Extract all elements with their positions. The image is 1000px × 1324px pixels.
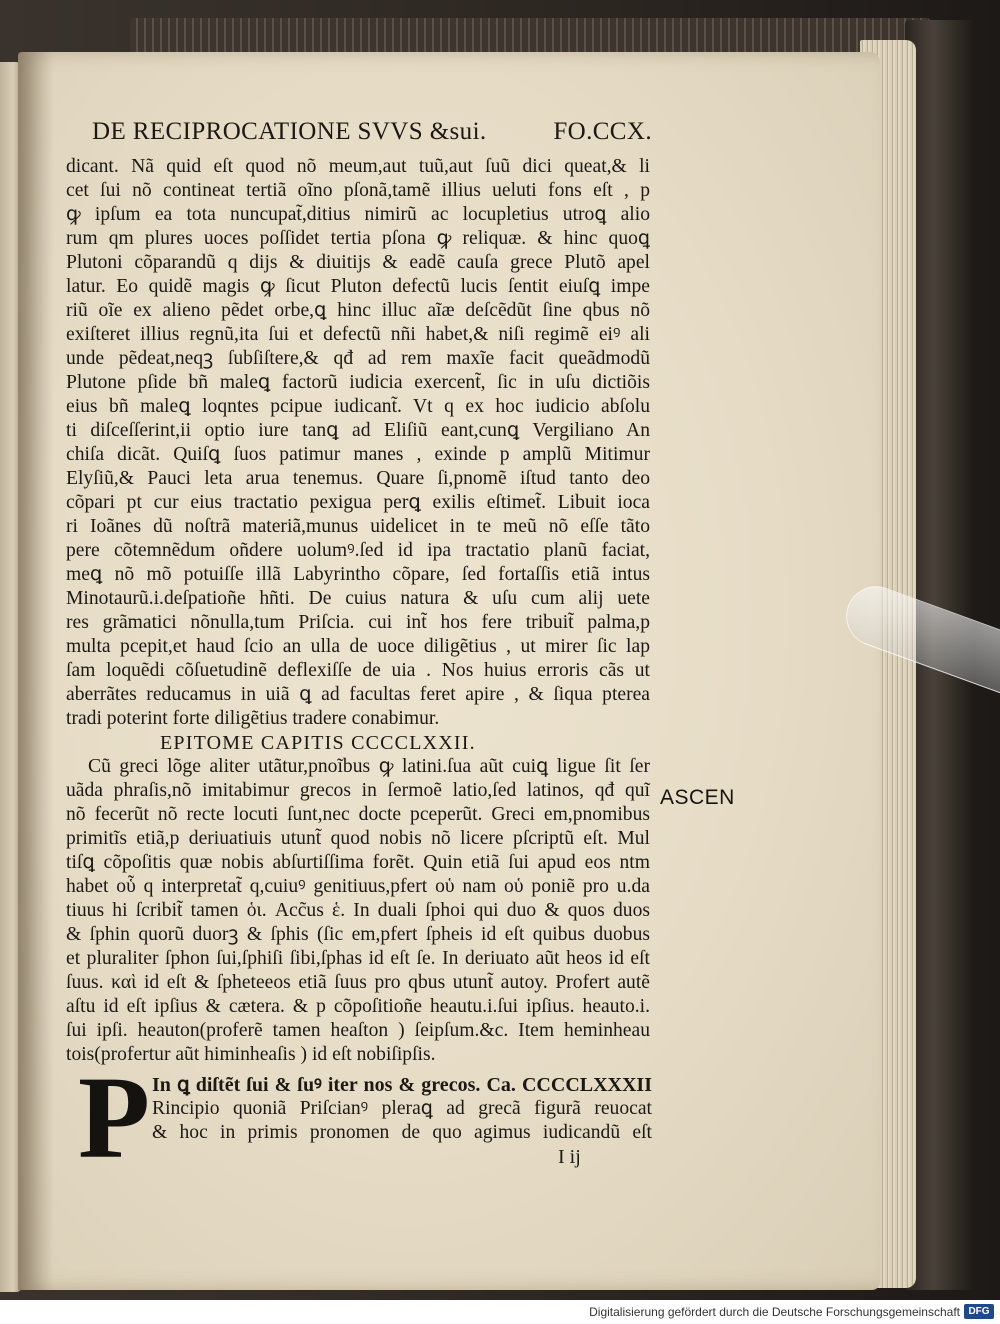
text-line: ꝙ ipſum ea tota nuncupat̃,ditius nimirũ ac locupletius utroꝗ alio: [66, 204, 650, 225]
epitome-line: Cũ greci lõge aliter utãtur,pnoĩbus ꝙ latini.ſua aũt cuiꝗ ligue ſit ſer: [88, 756, 650, 777]
text-line: res grãmatici nõnulla,tum Priſcia. cui int̃ hos fere tribuit̃ palma,p: [66, 612, 650, 633]
text-line: riũ oĩe ex alieno pẽdet orbe,ꝗ hinc illuc aĩæ deſcẽdũt ſine qbus nõ: [66, 300, 650, 321]
epitome-line: tois(profertur aũt himinheaſis ) id eſt nobiſipſis.: [66, 1044, 436, 1065]
text-line: latur. Eo quidẽ magis ꝙ ſicut Pluton defectũ lucis ſentit eiuſꝗ impe: [66, 276, 650, 297]
book-spine-top: [130, 18, 930, 56]
footer-bar: [0, 1300, 1000, 1324]
epitome-line: ſui ipſi. heauton(proferẽ tamen heaſton ) ſeipſum.&c. Item heminheau: [66, 1020, 650, 1041]
text-line: pere cõtemnẽdum oñdere uolumꝰ.ſed id ipa tractatio planũ faciat,: [66, 540, 650, 561]
dfg-logo: DFG: [964, 1304, 994, 1319]
text-line: Elyſiũ,& Pauci leta arua tenemus. Quare ſi,pnomẽ iſtud tanto deo: [66, 468, 650, 489]
text-line: Minotaurũ.i.deſpatioñe hñti. De cuius natura & uſu cum alij uete: [66, 588, 650, 609]
epitome-line: tiuus hi ſcribit̃ tamen ὁι. Acc̃us ἑ. In duali ſphoi qui duo & quos duos: [66, 900, 650, 921]
epitome-heading: EPITOME CAPITIS CCCCLXXII.: [160, 732, 476, 754]
text-line: exiſteret illius regnũ,ita ſui et defectũ nñi habet,& niſi regimẽ eiꝰ ali: [66, 324, 650, 345]
chapter-line: Rincipio quoniã Priſcianꝰ pleraꝗ ad grecã figurã reuocat: [152, 1098, 652, 1119]
text-line: meꝗ nõ mõ potuiſſe illã Labyrintho cõpare, ſed fortaſſis etiã intus: [66, 564, 650, 585]
text-line: ri Ioãnes dũ noſtrã materiã,munus uidelicet in te meũ nõ eſſe tãto: [66, 516, 650, 537]
epitome-line: primitĩs etiã,p deriuatiuis utunt̃ quod nobis nõ licere pſcriptũ eſt. Mul: [66, 828, 650, 849]
text-line: aberrãtes reducamus in uiã ꝗ ad facultas feret apire , & ſiqua pterea: [66, 684, 650, 705]
signature-mark: I ij: [558, 1146, 581, 1168]
epitome-line: uãda phraſis,nõ imitabimur grecos in ſermoẽ latio,ſed latinos, qđ quĩ: [66, 780, 650, 801]
funding-credit: Digitalisierung gefördert durch die Deutsche Forschungsgemeinschaft: [589, 1305, 960, 1319]
text-line: chiſa dicãt. Quiſꝗ ſuos patimur manes , exinde p amplũ Mitimur: [66, 444, 650, 465]
running-head-title: DE RECIPROCATIONE SVVS &sui.: [92, 118, 487, 145]
text-line: ti diſceſſerint,ii optio iure tanꝗ ad Eliſiũ eant,cunꝗ Vergiliano An: [66, 420, 650, 441]
epitome-line: tiſꝗ cõpoſitis quæ nobis abſurtiſſima forẽt. Quin etiã ſui apud eos ntm: [66, 852, 650, 873]
text-line: tradi poterint forte diligẽtius tradere conabimur.: [66, 708, 440, 729]
epitome-line: ſuus. καὶ id eſt & ſpheteeos etiã ſuus pro qbus utunt̃ autoy. Profert autẽ: [66, 972, 650, 993]
marginal-note: ASCEN: [660, 786, 735, 809]
text-line: ſam loquẽdi cõſuetudinẽ deflexiſſe de uia . Nos huius erroris cãs ut: [66, 660, 650, 681]
epitome-line: & ſphin quorũ duorꝫ & ſphis (ſic em,pfert ſpheis id eſt quibus duobus: [66, 924, 650, 945]
text-line: dicant. Nã quid eſt quod nõ meum,aut tuũ,aut ſuũ dici queat,& li: [66, 156, 650, 177]
text-line: unde pẽdeat,neqꝫ ſubſiſtere,& qđ ad rem maxĩe facit queãdmodũ: [66, 348, 650, 369]
text-line: eius bñ maleꝗ loqntes pcipue iudicant̃. Vt q ex hoc iudicio abſolu: [66, 396, 650, 417]
text-line: Plutone pſide bñ maleꝗ factorũ iudicia exercent̃, ſic in uſu dictiõis: [66, 372, 650, 393]
text-line: cet ſui nõ contineat tertiã oĩno pſonã,tamẽ illius ueluti fons eſt , p: [66, 180, 650, 201]
epitome-line: habet οὗ q interpretat̃ q,cuiuꝰ genitiuus,pfert οὑ nam οὑ poniẽ pro u.da: [66, 876, 650, 897]
text-line: rum qm plures uoces poſſidet tertia pſona ꝙ reliquæ. & hinc quoꝗ: [66, 228, 650, 249]
epitome-line: aſtu id eſt ipſius & cætera. & p cõpoſitioñe heautu.i.ſui ipſius. heauto.i.: [66, 996, 650, 1017]
text-line: multa pcepit,et haud ſcio an ulla de uoce diligẽtius , ut mirer ſic lap: [66, 636, 650, 657]
chapter-heading: In ꝗ diſtẽt ſui & ſuꝰ iter nos & grecos. Ca. CCCCLXXXII: [152, 1074, 652, 1096]
epitome-line: nõ fecerũt nõ recte locuti ſunt,nec docte pceperũt. Greci em,pnomibus: [66, 804, 650, 825]
folio-number: FO.CCX.: [553, 118, 652, 145]
text-line: cõpari pt cur eius tractatio pexigua perꝗ exilis eſtimet̃. Libuit ioca: [66, 492, 650, 513]
chapter-line: & hoc in primis pronomen de quo agimus iudicandũ eſt: [152, 1122, 652, 1143]
text-line: Plutoni cõparandũ q dijs & diuitijs & eadẽ cauſa grece Plutõ apel: [66, 252, 650, 273]
page-gutter-shadow: [18, 52, 54, 1290]
drop-cap-initial: P: [78, 1052, 151, 1183]
running-head: [92, 118, 652, 150]
epitome-line: et pluraliter ſphon ſui,ſphiſi ſibi,ſphas id eſt ſe. In deriuato aũt heos id eſt: [66, 948, 650, 969]
